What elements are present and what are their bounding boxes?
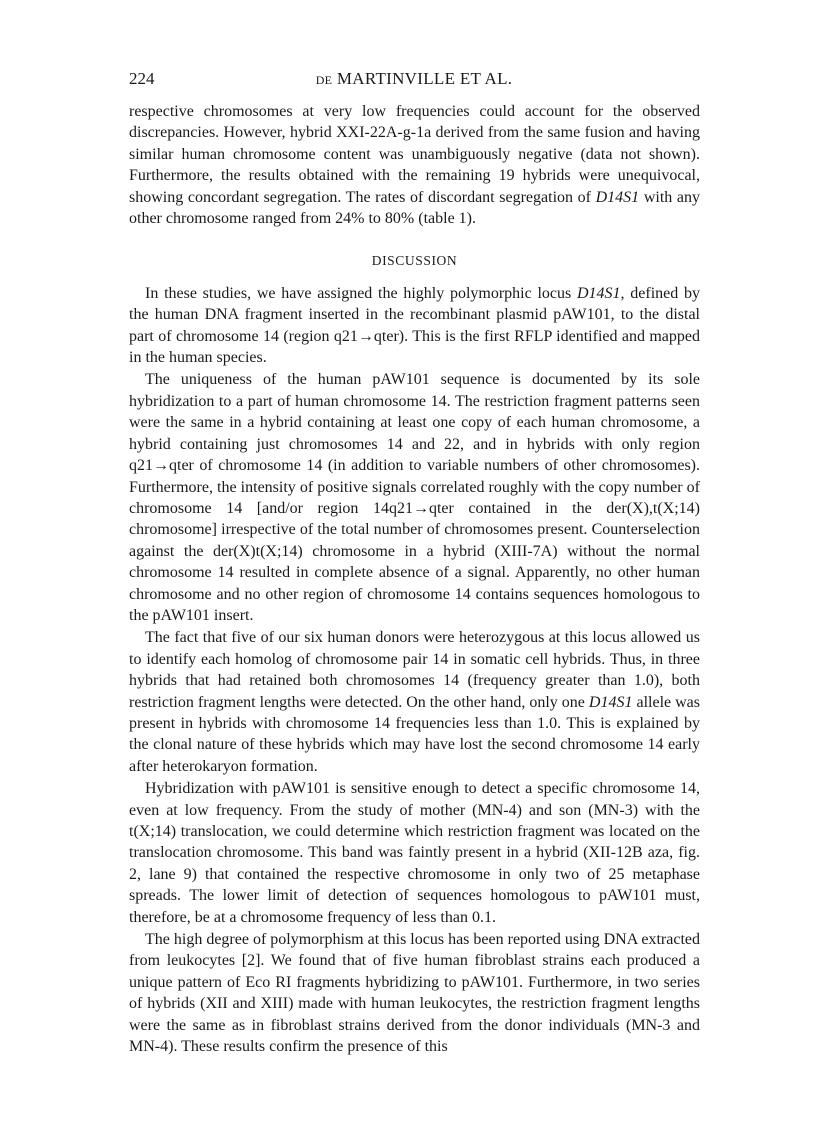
paragraph-sensitivity xyxy=(129,778,700,928)
running-head-authors: MARTINVILLE ET AL. xyxy=(332,69,513,88)
page-number: 224 xyxy=(129,69,155,88)
running-head xyxy=(129,66,699,92)
locus-name: D14S1 xyxy=(588,693,633,711)
locus-name: D14S1 xyxy=(595,188,640,206)
paragraph-polymorphism xyxy=(129,929,700,1057)
running-head-prefix: de xyxy=(315,69,333,88)
text-run: allele was present in hybrids with chromosome 14 frequencies less than 1.0. This is explained by the clonal nature of these hybrids which may have lost the second chromosome 14 early after heterokaryon formation. xyxy=(129,693,701,775)
locus-name: D14S1 xyxy=(576,284,621,302)
text-run: The fact that five of our six human donors were heterozygous at this locus allowed us to identify each homolog of chromosome pair 14 in somatic cell hybrids. Thus, in three hybrids that had retained both chromosomes 14 (frequency greater than 1.0), both restriction fragment lengths were detected. On the other hand, only one xyxy=(129,629,700,711)
paragraph-assignment xyxy=(129,283,700,369)
paragraph-continued xyxy=(129,101,700,229)
article-body xyxy=(129,101,700,1057)
paragraph-uniqueness xyxy=(129,369,700,626)
text-run: The high degree of polymorphism at this locus has been reported using DNA extracted from leukocytes [2]. We found that of five human fibroblast strains each produced a unique pattern of Eco RI fragments hybridizing to pAW101. Furthermore, in two series of hybrids (XII and XIII) made with human leukocytes, the restriction fragment lengths were the same as in fibroblast strains derived from the donor individuals (MN-3 and MN-4). These results confirm the presence of this xyxy=(129,931,700,1056)
text-run: , defined by the human DNA fragment inserted in the recombinant plasmid pAW101, to the distal part of chromosome 14 (region q21→qter). This is the first RFLP identified and mapped in the human species. xyxy=(129,284,700,367)
text-run: In these studies, we have assigned the highly polymorphic locus xyxy=(145,284,577,302)
text-run: respective chromosomes at very low frequencies could account for the observed discrepancies. However, hybrid XXI-22A-g-1a derived from the same fusion and having similar human chromosome content was unambiguously negative (data not shown). Furthermore, the results obtained with the remaining 19 hybrids were unequivocal, showing concordant segregation. The rates of discordant segregation of xyxy=(129,103,700,206)
text-run: with any other chromosome ranged from 24% to 80% (table 1). xyxy=(129,188,701,228)
paragraph-heterozygosity xyxy=(129,627,700,777)
text-run: The uniqueness of the human pAW101 sequence is documented by its sole hybridization to a part of human chromosome 14. The restriction fragment patterns seen were the same in a hybrid containing at least one copy of each human chromosome, a hybrid containing just chromosomes 14 and 22, and in hybrids with only region q21→qter of chromosome 14 (in addition to variable numbers of other chromosomes). Furthermore, the intensity of positive signals correlated roughly with the copy number of chromosome 14 [and/or region 14q21→qter contained in the der(X),t(X;14) chromosome] irrespective of the total number of chromosomes present. Counterselection against the der(X)t(X;14) chromosome in a hybrid (XIII-7A) without the normal chromosome 14 resulted in complete absence of a signal. Apparently, no other human chromosome and no other region of chromosome 14 contains sequences homologous to the pAW101 insert. xyxy=(129,371,700,624)
section-heading-discussion: DISCUSSION xyxy=(371,253,458,269)
text-run: Hybridization with pAW101 is sensitive enough to detect a specific chromosome 14, even at low frequency. From the study of mother (MN-4) and son (MN-3) with the t(X;14) translocation, we could determine which restriction fragment was located on the translocation chromosome. This band was faintly present in a hybrid (XII-12B aza, fig. 2, lane 9) that contained the respective chromosome in only two of 25 metaphase spreads. The lower limit of detection of sequences homologous to pAW101 must, therefore, be at a chromosome frequency of less than 0.1. xyxy=(129,780,700,926)
page-header xyxy=(129,66,699,92)
